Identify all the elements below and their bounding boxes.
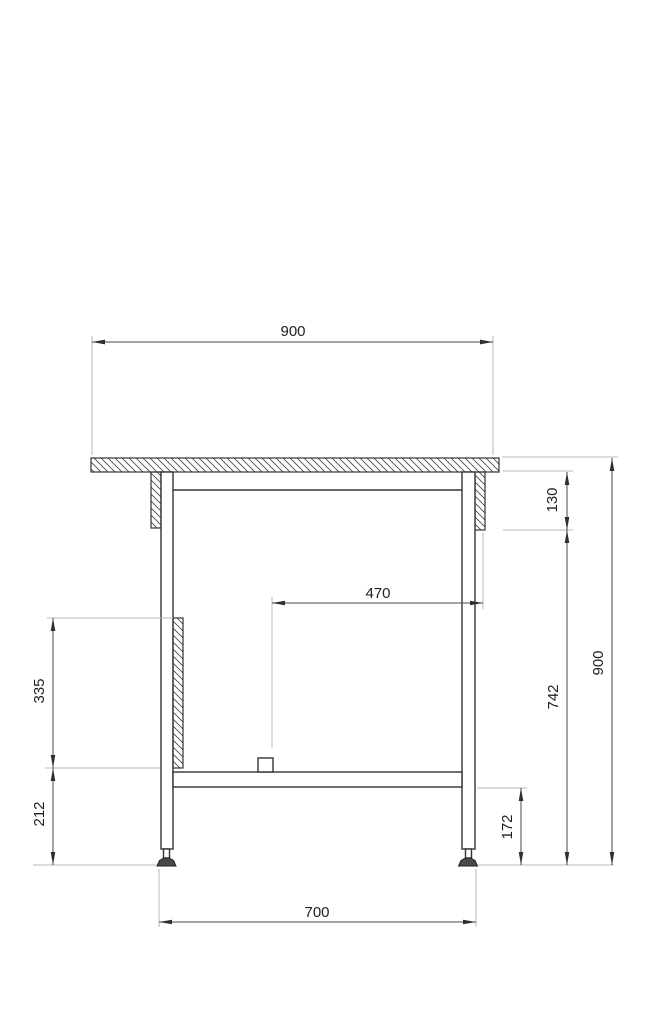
dim-label-bracket-to-floor: 742 — [545, 684, 562, 710]
arrowhead — [272, 601, 285, 606]
arrowhead — [565, 517, 570, 530]
side-panel-section — [173, 618, 183, 768]
dimension-arrowheads — [51, 340, 615, 925]
arrowhead — [519, 852, 524, 865]
dim-label-top-width: 900 — [280, 323, 306, 340]
dim-label-overall-height: 900 — [590, 650, 607, 676]
dim-label-block-offset: 470 — [365, 585, 391, 602]
dim-label-panel-height: 335 — [31, 678, 48, 704]
arrowhead — [519, 788, 524, 801]
arrowhead — [51, 768, 56, 781]
dim-label-shelf-to-floor: 172 — [499, 814, 516, 840]
arrowhead — [480, 340, 493, 345]
arrowhead — [51, 618, 56, 631]
left-foot-pad — [157, 858, 176, 866]
arrowhead — [565, 472, 570, 485]
right-foot-stem — [466, 849, 472, 858]
arrowhead — [610, 852, 615, 865]
left-leg — [161, 472, 173, 849]
table-top-section — [91, 458, 499, 472]
dim-label-top-to-bracket: 130 — [544, 487, 561, 513]
right-bracket-section — [475, 472, 485, 530]
left-bracket-section — [151, 472, 161, 528]
arrowhead — [51, 852, 56, 865]
arrowhead — [159, 920, 172, 925]
table-geometry — [91, 458, 499, 866]
arrowhead — [463, 920, 476, 925]
arrowhead — [565, 530, 570, 543]
extension-lines — [33, 336, 618, 927]
dimension-lines — [53, 342, 612, 922]
arrowhead — [51, 755, 56, 768]
left-foot-stem — [164, 849, 170, 858]
arrowhead — [470, 601, 483, 606]
dim-label-panel-to-floor: 212 — [31, 801, 48, 827]
lower-shelf — [173, 772, 462, 787]
dim-label-leg-span: 700 — [304, 904, 330, 921]
arrowhead — [610, 458, 615, 471]
arrowhead — [92, 340, 105, 345]
right-foot-pad — [459, 858, 478, 866]
arrowhead — [565, 852, 570, 865]
right-leg — [462, 472, 475, 849]
shelf-block — [258, 758, 273, 772]
